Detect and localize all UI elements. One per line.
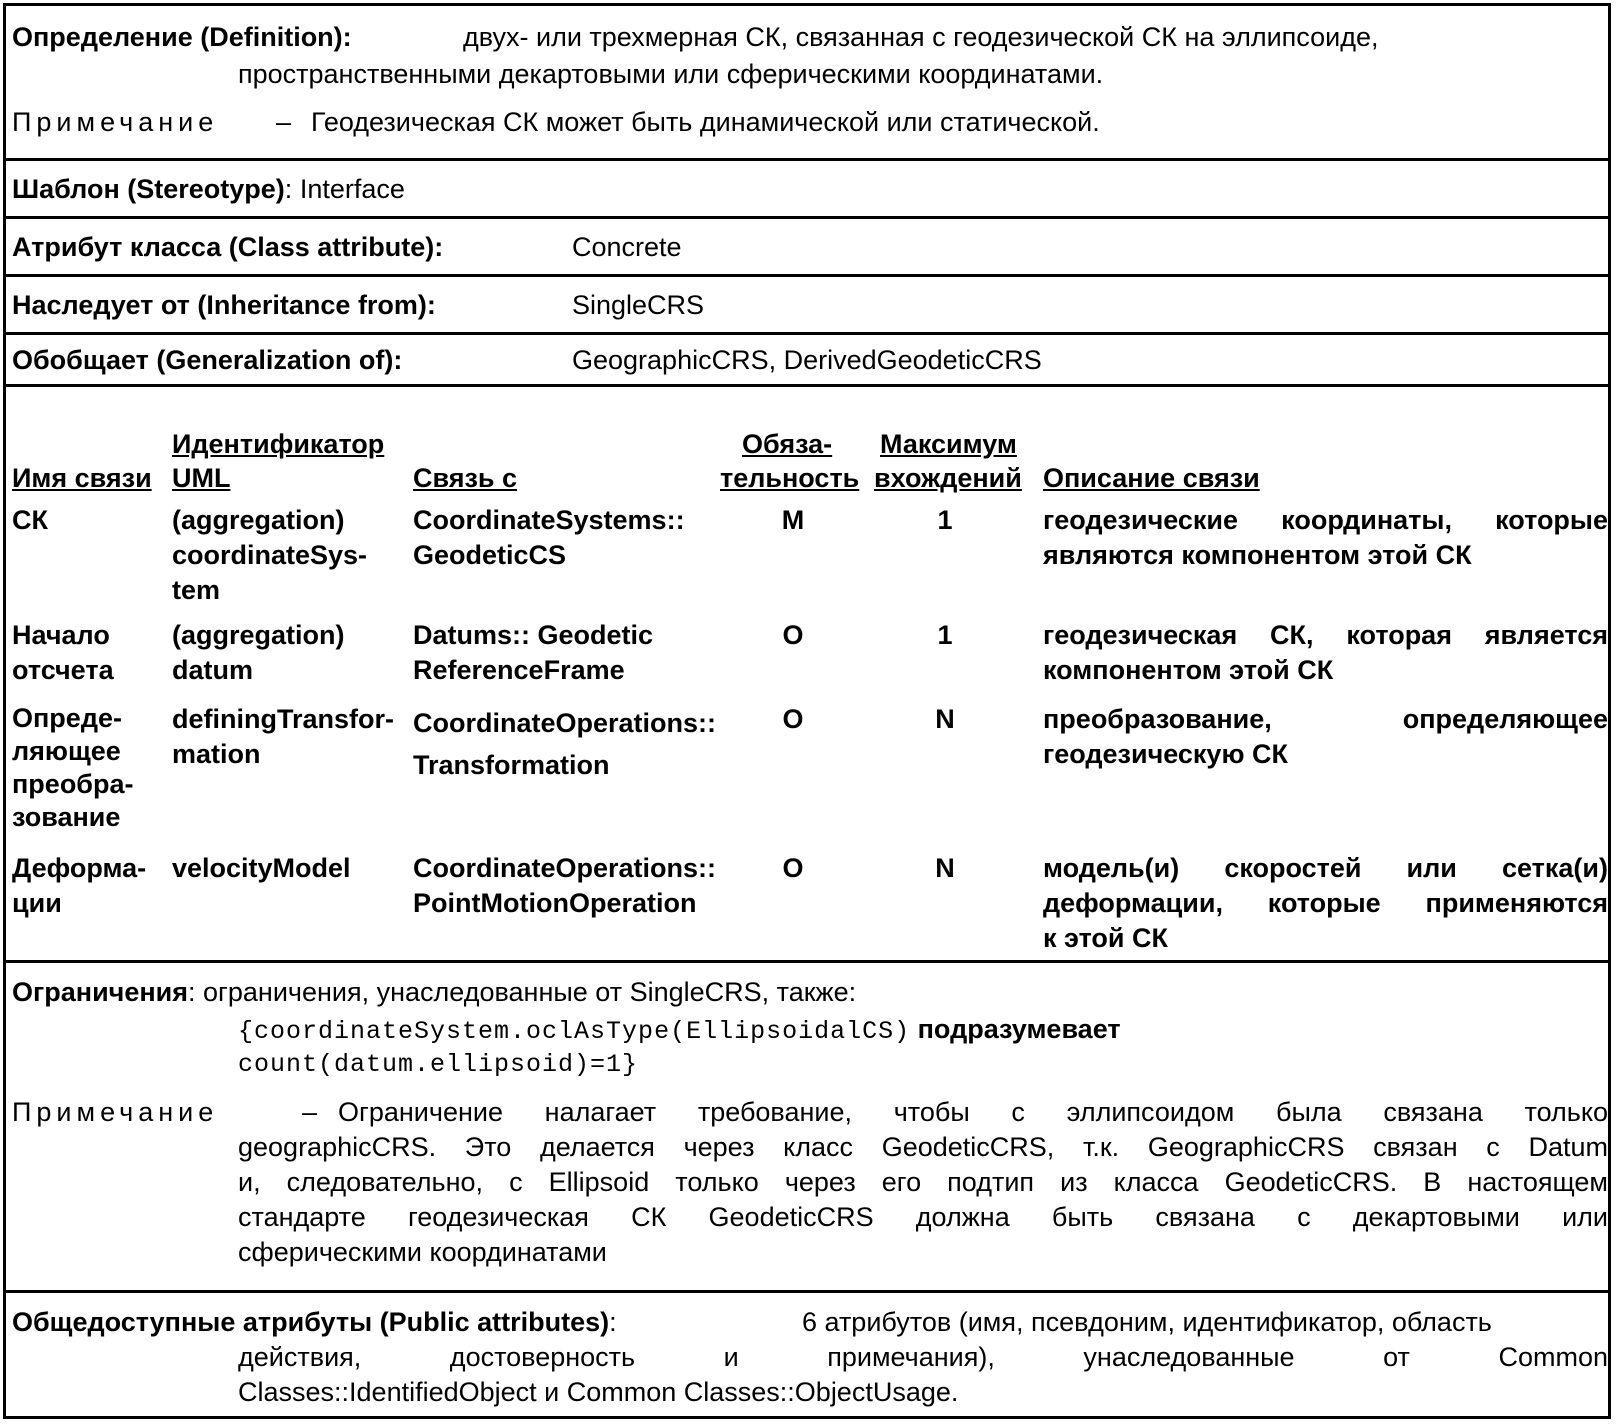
- definition-note-text: Геодезическая СК может быть динамической или статической.: [311, 107, 1100, 137]
- row-target: Datums:: Geodetic ReferenceFrame: [413, 620, 654, 685]
- public-attributes-line-2: действия, достоверность и примечания), унаследованные от Common: [238, 1342, 1608, 1372]
- row-max: 1: [937, 620, 953, 650]
- definition-line-2: пространственными декартовыми или сферическими координатами.: [238, 59, 1104, 89]
- definition-note-dash: –: [276, 107, 292, 137]
- public-attributes-separator: :: [609, 1307, 617, 1337]
- header-obligation-line-1: Обяза-: [742, 429, 833, 459]
- row-uml: definingTransfor- mation: [172, 704, 394, 769]
- header-name: Имя связи: [12, 463, 152, 493]
- header-obligation-line-2: тельность: [720, 463, 860, 493]
- class-attribute-row: [6, 219, 1608, 277]
- stereotype-label: Шаблон (Stereotype): [12, 174, 285, 204]
- constraints-note-dash: –: [302, 1097, 318, 1127]
- inheritance-value: SingleCRS: [572, 290, 705, 320]
- constraint-implies: подразумевает: [917, 1014, 1121, 1044]
- row-max: 1: [937, 505, 953, 535]
- public-attributes-line-1: 6 атрибутов (имя, псевдоним, идентификатор, область: [802, 1307, 1492, 1337]
- constraint-code-line-2: count(datum.ellipsoid)=1}: [238, 1050, 639, 1079]
- generalization-label: Обобщает (Generalization of):: [12, 345, 403, 375]
- public-attributes-label: Общедоступные атрибуты (Public attributes): [12, 1307, 610, 1337]
- class-attribute-label: Атрибут класса (Class attribute):: [12, 232, 444, 262]
- row-max: N: [935, 704, 955, 734]
- row-name: Начало отсчета: [12, 620, 114, 685]
- row-obligation: O: [782, 620, 804, 650]
- row-target: CoordinateSystems:: GeodeticCS: [413, 505, 685, 570]
- row-obligation: O: [782, 853, 804, 883]
- class-attribute-value: Concrete: [572, 232, 682, 262]
- constraints-intro: : ограничения, унаследованные от SingleCRS, также:: [188, 977, 857, 1007]
- row-obligation: M: [781, 505, 805, 535]
- generalization-value: GeographicCRS, DerivedGeodeticCRS: [572, 345, 1042, 375]
- inheritance-row: [6, 277, 1608, 335]
- constraint-code-line-1: {coordinateSystem.oclAsType(EllipsoidalCS): [238, 1017, 911, 1046]
- header-max-line-1: Максимум: [880, 429, 1017, 459]
- row-description: модель(и) скоростей или сетка(и) деформации, которые применяются к этой СК: [1043, 853, 1608, 953]
- stereotype-value: Interface: [299, 174, 405, 204]
- row-target: CoordinateOperations:: Transformation: [413, 708, 717, 780]
- definition-section: [6, 6, 1608, 161]
- row-max: N: [935, 853, 955, 883]
- definition-label: Определение (Definition):: [12, 22, 352, 52]
- constraints-note-text: Ограничение налагает требование, чтобы с эллипсоидом была связана только geographicCRS. Это делается через класс GeodeticCRS, т.к. GeographicCRS связан с Datum и, следовательно, с Ellipsoid только через его подтип из класса GeodeticCRS. В настоящем стандарте геодезическая СК GeodeticCRS должна быть связана с декартовыми или сферическими координатами: [238, 1097, 1608, 1267]
- row-description: геодезическая СК, которая является компонентом этой СК: [1043, 620, 1608, 685]
- row-target: CoordinateOperations:: PointMotionOperation: [413, 853, 717, 918]
- header-description: Описание связи: [1043, 463, 1260, 493]
- constraints-section: [6, 963, 1608, 1293]
- row-obligation: O: [782, 704, 804, 734]
- definition-line-1: двух- или трехмерная СК, связанная с геодезической СК на эллипсоиде,: [463, 22, 1379, 52]
- class-specification-table: [3, 3, 1611, 1419]
- row-name: Опреде- ляющее преобра- зование: [12, 703, 134, 832]
- inheritance-label: Наследует от (Inheritance from):: [12, 290, 436, 320]
- row-uml: velocityModel: [172, 853, 351, 883]
- row-description: геодезические координаты, которые являются компонентом этой СК: [1043, 505, 1608, 570]
- generalization-row: [6, 335, 1608, 387]
- row-uml: (aggregation) datum: [172, 620, 345, 685]
- constraints-label: Ограничения: [12, 977, 189, 1007]
- header-target: Связь с: [413, 463, 518, 493]
- row-name: Деформа- ции: [12, 853, 147, 918]
- row-name: СК: [12, 505, 48, 535]
- stereotype-separator: :: [284, 174, 293, 204]
- constraints-note-label: Примечание: [12, 1097, 219, 1127]
- definition-note-label: Примечание: [12, 107, 219, 137]
- associations-section: [6, 387, 1608, 963]
- header-uml-line-1: Идентификатор: [172, 429, 385, 459]
- public-attributes-section: [6, 1293, 1608, 1416]
- row-uml: (aggregation) coordinateSys- tem: [172, 505, 368, 605]
- header-max-line-2: вхождений: [874, 463, 1022, 493]
- header-uml-line-2: UML: [172, 463, 231, 493]
- stereotype-row: [6, 161, 1608, 219]
- row-description: преобразование, определяющее геодезическую СК: [1043, 704, 1608, 769]
- public-attributes-line-3: Classes::IdentifiedObject и Common Classes::ObjectUsage.: [238, 1377, 959, 1407]
